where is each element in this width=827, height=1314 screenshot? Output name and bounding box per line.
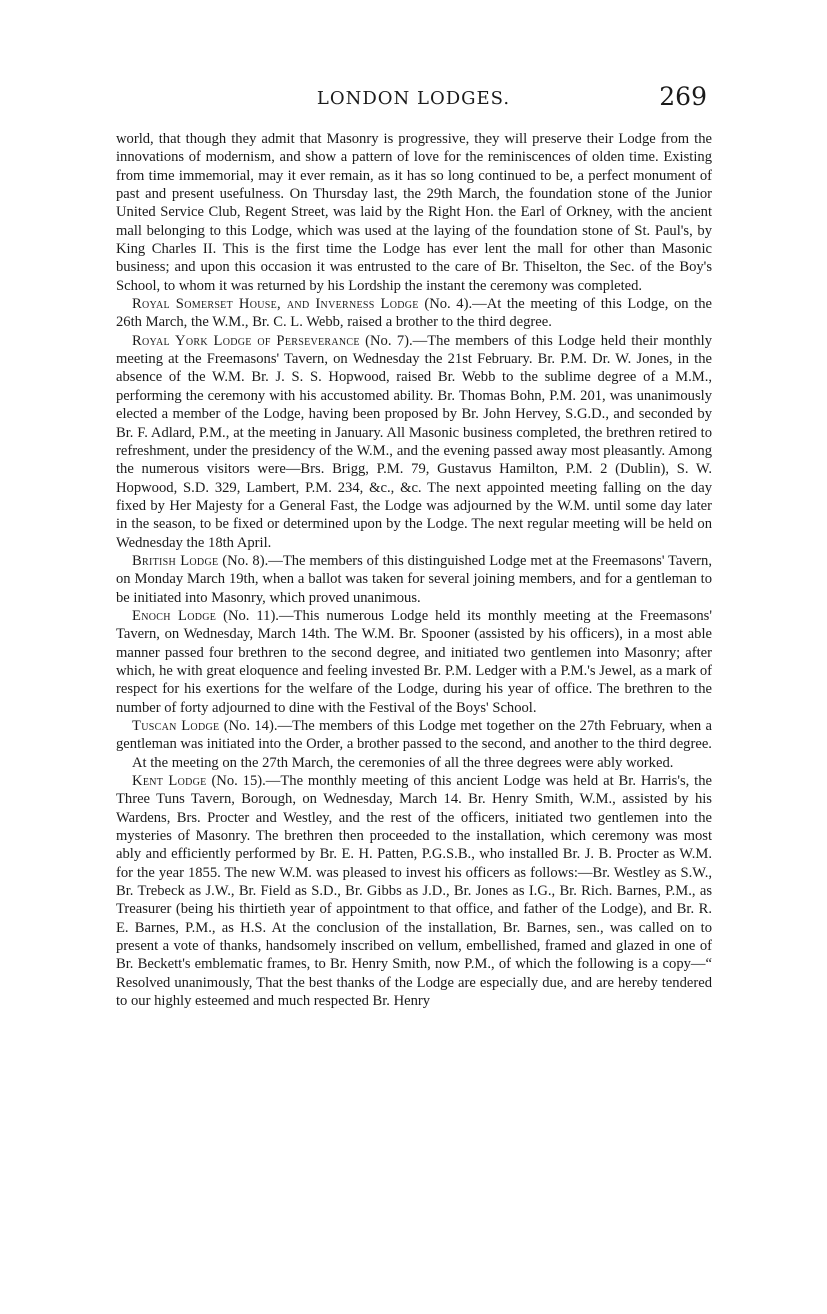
lodge-heading: Enoch Lodge [132, 607, 217, 624]
paragraph-text: (No. 8).—The members of this distinguished Lodge met at the Freemasons' Tavern, on Monday March 19th, when a ballot was taken for several joining members, and for a gentleman to be initiated into Masonry, which proved unanimous. [116, 552, 712, 606]
paragraph-tuscan-march-meeting [116, 754, 712, 772]
paragraph-text: (No. 7).—The members of this Lodge held their monthly meeting at the Freemasons' Tavern, on Wednesday the 21st February. Br. P.M. Dr. W. Jones, in the absence of the W.M. Br. J. S. S. Hopwood, raised Br. Webb to the sublime degree of a M.M., performing the ceremony with his accustomed ability. Br. Thomas Bohn, P.M. 201, was unanimously elected a member of the Lodge, having been proposed by Br. John Hervey, S.G.D., and seconded by Br. F. Adlard, P.M., at the meeting in January. All Masonic business completed, the brethren retired to refreshment, under the presidency of the W.M., and the evening passed away most pleasantly. Among the numerous visitors were—Brs. Brigg, P.M. 79, Gustavus Hamilton, P.M. 2 (Dublin), S. W. Hopwood, S.D. 329, Lambert, P.M. 234, &c., &c. The next appointed meeting falling on the day fixed by Her Majesty for a General Fast, the Lodge was adjourned by the W.M. until some day later in the season, to be fixed or determined upon by the Lodge. The next regular meeting will be held on Wednesday the 18th April. [116, 332, 712, 551]
lodge-heading: Kent Lodge [132, 773, 207, 790]
paragraph-text: (No. 15).—The monthly meeting of this ancient Lodge was held at Br. Harris's, the Three Tuns Tavern, Borough, on Wednesday, March 14. Br. Henry Smith, W.M., assisted by his Wardens, Brs. Procter and Westley, and the rest of the officers, initiated two gentlemen into the mysteries of Masonry. The brethren then proceeded to the installation, which ceremony was most ably and efficiently performed by Br. E. H. Patten, P.G.S.B., who installed Br. J. B. Procter as W.M. for the year 1855. The new W.M. was pleased to invest his officers as follows:—Br. Westley as S.W., Br. Trebeck as J.W., Br. Field as S.D., Br. Gibbs as J.D., Br. Jones as I.G., Br. Rich. Barnes, P.M., as Treasurer (being his thirtieth year of appointment to that office, and father of the Lodge), and Br. R. E. Barnes, P.M., as H.S. At the conclusion of the installation, Br. Barnes, sen., was called on to present a vote of thanks, handsomely inscribed on vellum, embellished, framed and glazed in one of Br. Beckett's emblematic frames, to Br. Henry Smith, now P.M., of which the following is a copy—“ Resolved unanimously, That the best thanks of the Lodge are especially due, and are hereby tendered to our highly esteemed and much respected Br. Henry [116, 773, 712, 1010]
paragraph-royal-york-lodge [116, 332, 712, 552]
paragraph-text: world, that though they admit that Masonry is progressive, they will preserve their Lodge from the innovations of modernism, and show a pattern of love for the reminiscences of olden time. Existing from time immemorial, may it ever remain, as it has so long continued to be, a perfect monument of past and present usefulness. On Thursday last, the 29th March, the foundation stone of the Junior United Service Club, Regent Street, was laid by the Right Hon. the Earl of Orkney, with the ancient mall belonging to this Lodge, which was used at the laying of the foundation stone of St. Paul's, by King Charles II. This is the first time the Lodge has ever lent the mall for other than Masonic business; and upon this occasion it was entrusted to the care of Br. Thiselton, the Sec. of the Boy's School, to whom it was returned by his Lordship the instant the ceremony was completed. [116, 131, 712, 294]
paragraph-text: (No. 4).—At the meeting of this Lodge, on the 26th March, the W.M., Br. C. L. Webb, raised a brother to the third degree. [116, 296, 712, 331]
paragraph-royal-somerset-lodge [116, 295, 712, 332]
running-head [118, 84, 709, 114]
paragraph-text: At the meeting on the 27th March, the ceremonies of all the three degrees were ably worked. [132, 754, 674, 771]
paragraph-text: (No. 11).—This numerous Lodge held its monthly meeting at the Freemasons' Tavern, on Wednesday, March 14th. The W.M. Br. Spooner (assisted by his officers), in a most able manner passed four brethren to the second degree, and initiated two gentlemen into Masonry; after which, he with great eloquence and feeling invested Br. P.M. Ledger with a P.M.'s Jewel, as a mark of respect for his exertions for the welfare of the Lodge, during his year of office. The brethren to the number of forty adjourned to dine with the Festival of the Boys' School. [116, 607, 712, 716]
paragraph-enoch-lodge [116, 607, 712, 717]
lodge-heading: Royal Somerset House, and Inverness Lodge [132, 296, 419, 313]
body-text [116, 130, 712, 1011]
lodge-heading: Royal York Lodge of Perseverance [132, 332, 360, 349]
paragraph-tuscan-lodge [116, 717, 712, 754]
paragraph-kent-lodge [116, 772, 712, 1010]
page-number: 269 [659, 82, 707, 111]
paragraph-continuation [116, 130, 712, 295]
running-title: LONDON LODGES. [316, 88, 511, 109]
lodge-heading: Tuscan Lodge [132, 718, 220, 734]
paragraph-text: (No. 14).—The members of this Lodge met together on the 27th February, when a gentleman was initiated into the Order, a brother passed to the second, and another to the third degree. [116, 718, 712, 753]
paragraph-british-lodge [116, 552, 712, 607]
lodge-heading: British Lodge [132, 552, 219, 569]
